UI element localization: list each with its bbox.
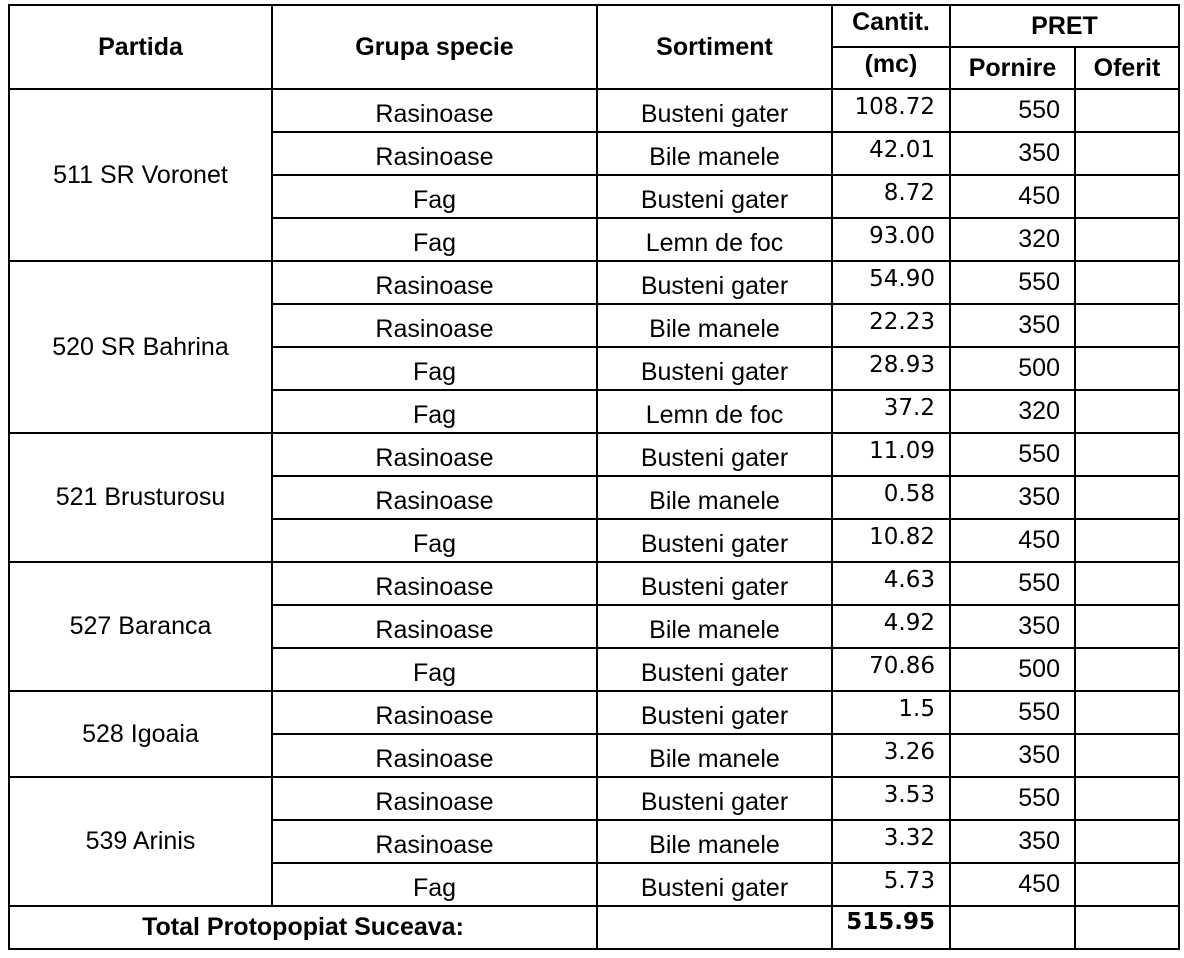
grupa-specie-cell: Fag xyxy=(272,648,597,691)
sortiment-cell: Busteni gater xyxy=(597,691,832,734)
oferit-cell xyxy=(1075,433,1179,476)
grupa-specie-cell: Fag xyxy=(272,175,597,218)
sortiment-cell: Bile manele xyxy=(597,476,832,519)
total-oferit-cell xyxy=(1075,906,1179,949)
oferit-cell xyxy=(1075,132,1179,175)
cantit-cell: 5.73 xyxy=(832,863,950,906)
grupa-specie-cell: Rasinoase xyxy=(272,820,597,863)
sortiment-cell: Lemn de foc xyxy=(597,218,832,261)
pornire-cell: 550 xyxy=(950,777,1075,820)
cantit-cell: 108.72 xyxy=(832,89,950,132)
sortiment-cell: Busteni gater xyxy=(597,648,832,691)
oferit-cell xyxy=(1075,734,1179,777)
grupa-specie-cell: Fag xyxy=(272,863,597,906)
cantit-cell: 0.58 xyxy=(832,476,950,519)
header-cantit-unit: (mc) xyxy=(832,47,950,89)
table-row xyxy=(9,691,1179,734)
grupa-specie-cell: Rasinoase xyxy=(272,562,597,605)
lots-table xyxy=(8,4,1180,950)
sortiment-cell: Busteni gater xyxy=(597,863,832,906)
pornire-cell: 500 xyxy=(950,347,1075,390)
table-row xyxy=(9,433,1179,476)
grupa-specie-cell: Rasinoase xyxy=(272,132,597,175)
grupa-specie-cell: Rasinoase xyxy=(272,304,597,347)
oferit-cell xyxy=(1075,691,1179,734)
cantit-cell: 1.5 xyxy=(832,691,950,734)
cantit-cell: 42.01 xyxy=(832,132,950,175)
table-footer xyxy=(9,906,1179,949)
table-row xyxy=(9,562,1179,605)
sortiment-cell: Busteni gater xyxy=(597,433,832,476)
grupa-specie-cell: Fag xyxy=(272,519,597,562)
table-row xyxy=(9,261,1179,304)
document-page xyxy=(8,4,1180,950)
oferit-cell xyxy=(1075,175,1179,218)
pornire-cell: 450 xyxy=(950,519,1075,562)
table-body xyxy=(9,89,1179,906)
grupa-specie-cell: Rasinoase xyxy=(272,261,597,304)
pornire-cell: 350 xyxy=(950,820,1075,863)
pornire-cell: 550 xyxy=(950,89,1075,132)
grupa-specie-cell: Fag xyxy=(272,347,597,390)
table-header xyxy=(9,5,1179,89)
cantit-cell: 22.23 xyxy=(832,304,950,347)
partida-cell: 528 Igoaia xyxy=(9,691,272,777)
pornire-cell: 550 xyxy=(950,261,1075,304)
pornire-cell: 450 xyxy=(950,175,1075,218)
header-partida: Partida xyxy=(9,5,272,89)
pornire-cell: 320 xyxy=(950,390,1075,433)
sortiment-cell: Busteni gater xyxy=(597,777,832,820)
cantit-cell: 3.32 xyxy=(832,820,950,863)
cantit-cell: 3.53 xyxy=(832,777,950,820)
total-row xyxy=(9,906,1179,949)
sortiment-cell: Bile manele xyxy=(597,820,832,863)
oferit-cell xyxy=(1075,218,1179,261)
cantit-cell: 10.82 xyxy=(832,519,950,562)
oferit-cell xyxy=(1075,476,1179,519)
sortiment-cell: Busteni gater xyxy=(597,89,832,132)
pornire-cell: 550 xyxy=(950,691,1075,734)
partida-cell: 511 SR Voronet xyxy=(9,89,272,261)
sortiment-cell: Lemn de foc xyxy=(597,390,832,433)
pornire-cell: 350 xyxy=(950,476,1075,519)
table-row xyxy=(9,777,1179,820)
pornire-cell: 350 xyxy=(950,304,1075,347)
sortiment-cell: Bile manele xyxy=(597,304,832,347)
cantit-cell: 54.90 xyxy=(832,261,950,304)
sortiment-cell: Busteni gater xyxy=(597,261,832,304)
oferit-cell xyxy=(1075,89,1179,132)
oferit-cell xyxy=(1075,777,1179,820)
oferit-cell xyxy=(1075,648,1179,691)
grupa-specie-cell: Rasinoase xyxy=(272,777,597,820)
header-pornire: Pornire xyxy=(950,47,1075,89)
partida-cell: 527 Baranca xyxy=(9,562,272,691)
pornire-cell: 450 xyxy=(950,863,1075,906)
cantit-cell: 11.09 xyxy=(832,433,950,476)
partida-cell: 520 SR Bahrina xyxy=(9,261,272,433)
grupa-specie-cell: Rasinoase xyxy=(272,605,597,648)
total-cantit: 515.95 xyxy=(832,906,950,949)
sortiment-cell: Busteni gater xyxy=(597,519,832,562)
sortiment-cell: Busteni gater xyxy=(597,562,832,605)
cantit-cell: 4.63 xyxy=(832,562,950,605)
cantit-cell: 28.93 xyxy=(832,347,950,390)
header-pret: PRET xyxy=(950,5,1179,47)
pornire-cell: 350 xyxy=(950,132,1075,175)
pornire-cell: 350 xyxy=(950,605,1075,648)
header-grupa-specie: Grupa specie xyxy=(272,5,597,89)
grupa-specie-cell: Rasinoase xyxy=(272,89,597,132)
header-oferit: Oferit xyxy=(1075,47,1179,89)
oferit-cell xyxy=(1075,304,1179,347)
grupa-specie-cell: Rasinoase xyxy=(272,691,597,734)
total-sortiment-cell xyxy=(597,906,832,949)
oferit-cell xyxy=(1075,519,1179,562)
partida-cell: 539 Arinis xyxy=(9,777,272,906)
sortiment-cell: Bile manele xyxy=(597,734,832,777)
table-row xyxy=(9,89,1179,132)
sortiment-cell: Busteni gater xyxy=(597,347,832,390)
pornire-cell: 550 xyxy=(950,433,1075,476)
total-pornire-cell xyxy=(950,906,1075,949)
total-label: Total Protopopiat Suceava: xyxy=(9,906,597,949)
cantit-cell: 70.86 xyxy=(832,648,950,691)
oferit-cell xyxy=(1075,390,1179,433)
cantit-cell: 4.92 xyxy=(832,605,950,648)
oferit-cell xyxy=(1075,347,1179,390)
grupa-specie-cell: Fag xyxy=(272,218,597,261)
cantit-cell: 8.72 xyxy=(832,175,950,218)
grupa-specie-cell: Rasinoase xyxy=(272,433,597,476)
header-sortiment: Sortiment xyxy=(597,5,832,89)
partida-cell: 521 Brusturosu xyxy=(9,433,272,562)
oferit-cell xyxy=(1075,605,1179,648)
cantit-cell: 3.26 xyxy=(832,734,950,777)
oferit-cell xyxy=(1075,863,1179,906)
cantit-cell: 93.00 xyxy=(832,218,950,261)
sortiment-cell: Bile manele xyxy=(597,132,832,175)
grupa-specie-cell: Fag xyxy=(272,390,597,433)
cantit-cell: 37.2 xyxy=(832,390,950,433)
oferit-cell xyxy=(1075,562,1179,605)
grupa-specie-cell: Rasinoase xyxy=(272,734,597,777)
pornire-cell: 350 xyxy=(950,734,1075,777)
pornire-cell: 500 xyxy=(950,648,1075,691)
oferit-cell xyxy=(1075,261,1179,304)
pornire-cell: 550 xyxy=(950,562,1075,605)
pornire-cell: 320 xyxy=(950,218,1075,261)
sortiment-cell: Busteni gater xyxy=(597,175,832,218)
sortiment-cell: Bile manele xyxy=(597,605,832,648)
grupa-specie-cell: Rasinoase xyxy=(272,476,597,519)
header-cantit: Cantit. xyxy=(832,5,950,47)
oferit-cell xyxy=(1075,820,1179,863)
